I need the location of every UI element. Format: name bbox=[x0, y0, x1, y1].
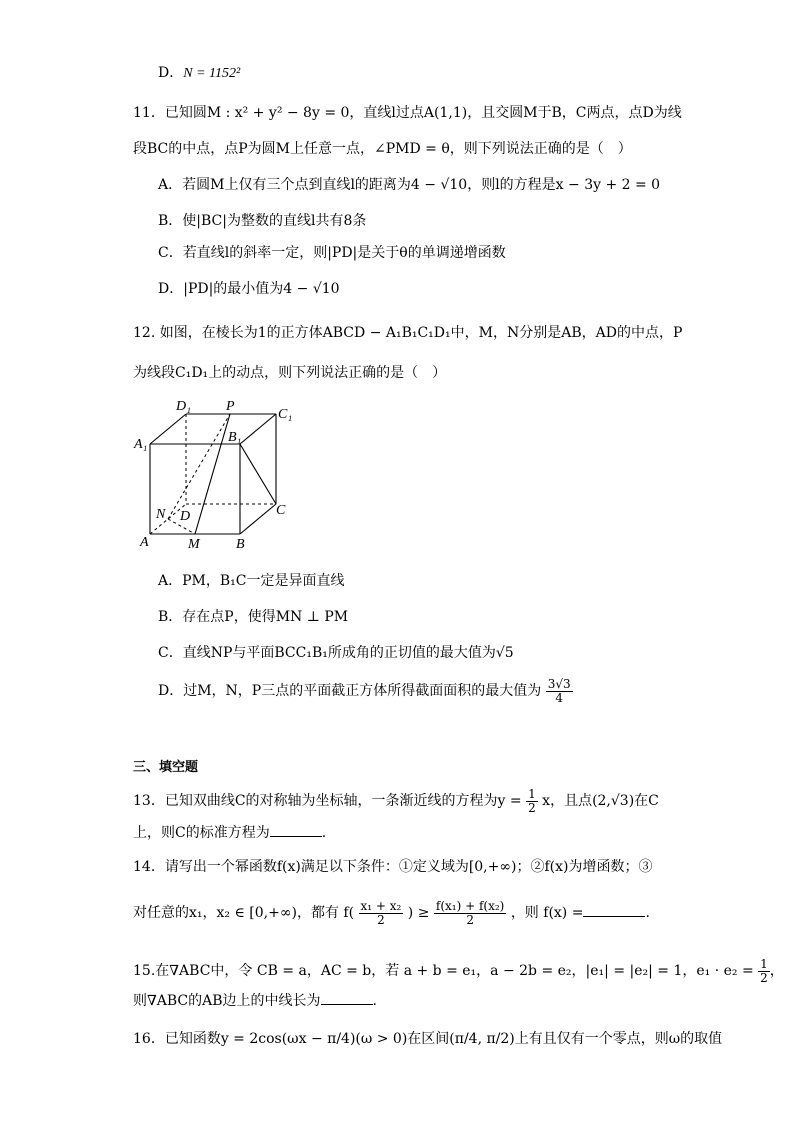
section-title: 三、填空题 bbox=[133, 759, 199, 774]
q16-line1: 16．已知函数y = 2cos(ωx − π/4)(ω > 0)在区间(π/4, π/2)上有且仅有一个零点，则ω的取值 bbox=[133, 1031, 723, 1047]
label-b: B bbox=[236, 537, 245, 552]
fraction-denominator: 2 bbox=[466, 912, 474, 927]
q13-text-pre: 13．已知双曲线C的对称轴为坐标轴，一条渐近线的方程为y = bbox=[133, 793, 522, 810]
segment-n-p-hidden bbox=[168, 414, 230, 519]
fraction-numerator: 1 bbox=[528, 787, 536, 801]
q12-option-d bbox=[158, 678, 573, 704]
q12-option-a: A．PM，B₁C一定是异面直线 bbox=[158, 573, 345, 589]
q15-fraction bbox=[758, 958, 770, 984]
q13-text-post: x，且点(2,√3)在C bbox=[542, 793, 659, 810]
q11-option-a: A．若圆M上仅有三个点到直线l的距离为4 − √10，则l的方程是x − 3y + 2 = 0 bbox=[158, 177, 661, 193]
q11-stem-line1: 11．已知圆M : x² + y² − 8y = 0，直线l过点A(1,1)，且交圆M于B，C两点，点D为线 bbox=[133, 105, 682, 121]
q14-fraction-2 bbox=[434, 900, 506, 926]
q11-stem-line2: 段BC的中点，点P为圆M上任意一点，∠PMD = θ，则下列说法正确的是（ ） bbox=[133, 141, 632, 157]
q14-text-mid: ) ≥ bbox=[407, 905, 430, 922]
q12-option-d-fraction bbox=[546, 678, 573, 704]
q13-line2-text: 上，则C的标准方程为 bbox=[133, 825, 270, 841]
q12-option-d-text: D．过M，N，P三点的平面截正方体所得截面面积的最大值为 bbox=[158, 683, 542, 700]
segment-b1-c bbox=[240, 444, 276, 504]
fraction-numerator: 1 bbox=[760, 957, 768, 971]
q14-line1: 14．请写出一个幂函数f(x)满足以下条件：①定义域为[0,+∞)；②f(x)为增函数；③ bbox=[133, 859, 653, 875]
q13-fraction bbox=[526, 788, 538, 814]
edge-b1-c1 bbox=[240, 414, 276, 444]
q11-option-d: D．|PD|的最小值为4 − √10 bbox=[158, 281, 340, 297]
q10-option-d-text: N = 1152² bbox=[183, 66, 241, 81]
label-c1: C₁ bbox=[278, 407, 293, 422]
fraction-denominator: 4 bbox=[555, 690, 563, 705]
label-m: M bbox=[188, 537, 200, 552]
edge-b-c bbox=[240, 504, 276, 534]
label-d: D bbox=[180, 509, 191, 524]
label-a1: A₁ bbox=[134, 437, 148, 452]
q11-option-c: C．若直线l的斜率一定，则|PD|是关于θ的单调递增函数 bbox=[158, 245, 506, 261]
q15-line2 bbox=[133, 994, 377, 1008]
q15-line2-end: . bbox=[372, 993, 377, 1009]
label-d1: D₁ bbox=[176, 399, 191, 414]
label-p: P bbox=[226, 399, 235, 414]
edge-a1-d1 bbox=[150, 414, 186, 444]
q10-option-d-label: D． bbox=[158, 65, 184, 81]
label-b1: B₁ bbox=[228, 430, 242, 445]
q15-text-post: ， bbox=[769, 963, 784, 980]
answer-blank[interactable] bbox=[321, 994, 373, 1005]
fraction-denominator: 2 bbox=[377, 912, 385, 927]
q15-line2-text: 则∇ABC的AB边上的中线长为 bbox=[133, 993, 321, 1009]
q11-option-b: B．使|BC|为整数的直线l共有8条 bbox=[158, 213, 367, 229]
q13-line2-end: . bbox=[321, 825, 327, 841]
q14-line2-end: . bbox=[645, 905, 650, 922]
q13-line2 bbox=[133, 826, 326, 840]
label-n: N bbox=[156, 507, 166, 522]
q12-option-b: B．存在点P，使得MN ⊥ PM bbox=[158, 609, 349, 625]
q14-text-pre: 对任意的x₁，x₂ ∈ [0,+∞)，都有 f( bbox=[133, 905, 355, 922]
q13-line1 bbox=[133, 788, 659, 814]
q10-option-d bbox=[158, 66, 240, 81]
q12-stem-line1: 12. 如图，在棱长为1的正方体ABCD − A₁B₁C₁D₁中，M，N分别是AB，AD的中点，P bbox=[133, 325, 683, 341]
fraction-numerator: x₁ + x₂ bbox=[360, 899, 402, 913]
q15-line1 bbox=[133, 958, 784, 984]
fraction-denominator: 2 bbox=[528, 800, 536, 815]
label-a: A bbox=[140, 535, 149, 550]
q14-text-post: ，则 f(x) = bbox=[510, 905, 584, 922]
fraction-numerator: f(x₁) + f(x₂) bbox=[435, 899, 505, 913]
segment-p-m bbox=[195, 414, 230, 534]
fraction-denominator: 2 bbox=[760, 970, 768, 985]
cube-figure bbox=[130, 396, 300, 556]
answer-blank[interactable] bbox=[270, 826, 322, 837]
q15-text-pre: 15.在∇ABC中，令 CB = a，AC = b，若 a + b = e₁，a − 2b = e₂，|e₁| = |e₂| = 1，e₁ · e₂ = bbox=[133, 963, 754, 980]
answer-blank[interactable] bbox=[583, 906, 645, 917]
q14-line2 bbox=[133, 900, 650, 926]
label-c: C bbox=[276, 503, 286, 518]
q14-fraction-1 bbox=[359, 900, 404, 926]
fraction-numerator: 3√3 bbox=[547, 677, 571, 691]
q12-option-c: C．直线NP与平面BCC₁B₁所成角的正切值的最大值为√5 bbox=[158, 645, 514, 661]
q12-stem-line2: 为线段C₁D₁上的动点，则下列说法正确的是（ ） bbox=[133, 365, 447, 381]
